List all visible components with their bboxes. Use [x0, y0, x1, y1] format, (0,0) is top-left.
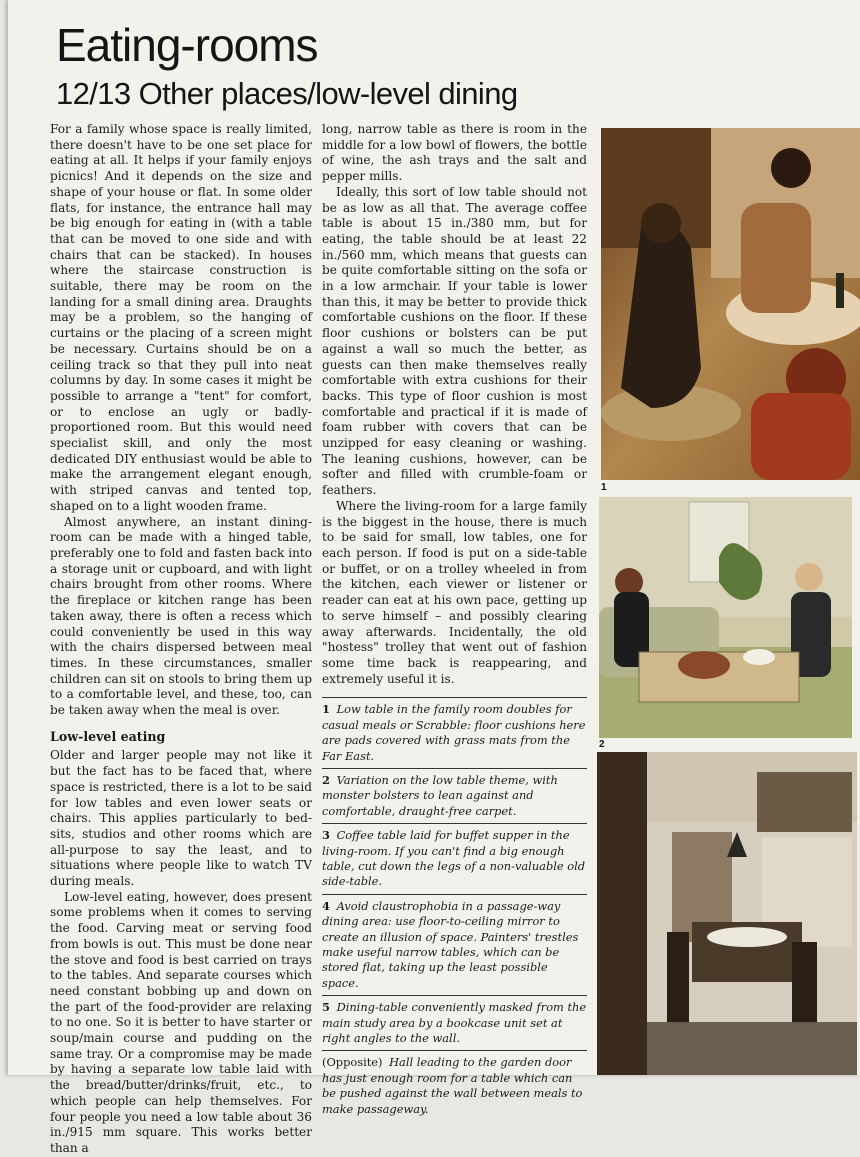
page-subtitle: 12/13 Other places/low-level dining [56, 76, 518, 111]
caption-text: Variation on the low table theme, with monster bolsters to lean against and comfortable, draught-free carpet. [322, 772, 558, 818]
caption-text: Coffee table laid for buffet supper in the living-room. If you can't find a big enough table, cut down the legs of a non-valuable old side-table. [322, 828, 586, 889]
caption-text: Low table in the family room doubles for casual meals or Scrabble: floor cushions here are pads covered with grass mats from the Far East. [322, 702, 586, 763]
caption-number: 3 [322, 828, 330, 843]
caption-number: (Opposite) [322, 1055, 383, 1070]
text-column-1 [50, 122, 312, 1157]
photo-caption [322, 1050, 587, 1117]
caption-text: Avoid claustrophobia in a passage-way dining area: use floor-to-ceiling mirror to create an illusion of space. Painters' trestles make useful narrow tables, which can be stored flat, taking up the least possible space. [322, 898, 579, 990]
paragraph: Where the living-room for a large family is the biggest in the house, there is much to be said for small, low tables, one for each person. If food is put on a side-table or buffet, or on a trolley wheeled in from the kitchen, each viewer or listener or reader can eat at his own pace, getting up to serve himself – and possibly clearing away afterwards. Incidentally, the old "hostess" trolley that went out of fashion some time back is reappearing, and extremely useful it is. [322, 498, 587, 686]
photo-coffee-table-meal-illustration [599, 497, 852, 738]
text-column-2 [322, 122, 587, 1117]
page-title: Eating-rooms [56, 19, 318, 71]
photo-passageway-dining-illustration [597, 752, 857, 1075]
photo-caption [322, 823, 587, 890]
photo-passageway-dining [597, 752, 857, 1075]
photo-family-low-table-illustration [601, 128, 860, 480]
caption-text: Hall leading to the garden door has just enough room for a table which can be pushed against the wall between meals to make passageway. [322, 1055, 583, 1116]
paragraph: For a family whose space is really limited, there doesn't have to be one set place for eating at all. It helps if your family enjoys picnics! And it depends on the size and shape of your house or flat. In some older flats, for instance, the entrance hall may be big enough for eating in (with a table that can be moved to one side and with chairs that can be stacked). In houses where the staircase construction is suitable, there may be room on the landing for a small dining area. Draughts may be a problem, so the hanging of curtains or the placing of a screen might be necessary. Curtains should be on a ceiling track so that they pull into neat columns by day. In some cases it might be possible to arrange a "tent" for comfort, or to enclose an ugly or badly-proportioned room. But this would need specialist skill, and only the most dedicated DIY enthusiast would be able to make the arrangement elegant enough, with striped canvas and tented top, shaped on to a light wooden frame. [50, 122, 312, 513]
caption-number: 2 [322, 772, 330, 787]
caption-text: Dining-table conveniently masked from the main study area by a bookcase unit set at right angles to the wall. [322, 1000, 587, 1046]
photo-caption [322, 697, 587, 764]
photo-caption [322, 894, 587, 991]
paragraph: Older and larger people may not like it but the fact has to be faced that, where space is restricted, there is a lot to be said for low tables and even lower seats or chairs. This applies particularly to bed-sits, studios and other rooms which are all-purpose to say the least, and to situations where people like to watch TV during meals. [50, 748, 312, 889]
caption-number: 4 [322, 898, 330, 913]
photo-family-low-table [601, 128, 860, 480]
photo-caption [322, 768, 587, 819]
photo-caption [322, 995, 587, 1046]
photo-number: 1 [601, 482, 607, 493]
caption-number: 1 [322, 702, 330, 717]
paragraph: Ideally, this sort of low table should not be as low as all that. The average coffee table is about 15 in./380 mm, but for eating, the table should be at least 22 in./560 mm, which means that guests can be quite comfortable sitting on the sofa or in a low armchair. If your table is lower than this, it may be better to provide thick comfortable cushions on the floor. If these floor cushions or bolsters can be put against a wall so much the better, as guests can then make themselves really comfortable with extra cushions for their backs. This type of floor cushion is most comfortable and practical if it is made of foam rubber with covers that can be unzipped for easy cleaning or washing. The leaning cushions, however, can be softer and filled with crumble-foam or feathers. [322, 184, 587, 498]
paragraph: long, narrow table as there is room in the middle for a low bowl of flowers, the bottle of wine, the ash trays and the salt and pepper mills. [322, 122, 587, 184]
photo-coffee-table-meal [599, 497, 852, 738]
paragraph: Low-level eating, however, does present some problems when it comes to serving the food. Carving meat or serving food from bowls is out. This must be done near the stove and food is best carried on trays to the tables. And separate courses which need constant bobbing up and down on the part of the food-provider are relaxing to no one. So it is better to have starter or soup/main course and pudding on the same tray. Or a compromise may be made by having a separate low table laid with the bread/butter/drinks/fruit, etc., to which people can help themselves. For four people you need a low table about 36 in./915 mm square. This works better than a [50, 889, 312, 1155]
photo-number: 2 [599, 739, 605, 750]
caption-number: 5 [322, 1000, 330, 1015]
section-heading: Low-level eating [50, 728, 166, 744]
paragraph: Almost anywhere, an instant dining-room can be made with a hinged table, preferably one to fold and fasten back into a storage unit or cupboard, and with light chairs brought from other rooms. Where the fireplace or kitchen range has been taken away, there is often a recess which could conveniently be used in this way with the chairs dispersed between meal times. In these circumstances, smaller children can sit on stools to bring them up to a comfortable level, and these, too, can be taken away when the meal is over. [50, 514, 312, 718]
